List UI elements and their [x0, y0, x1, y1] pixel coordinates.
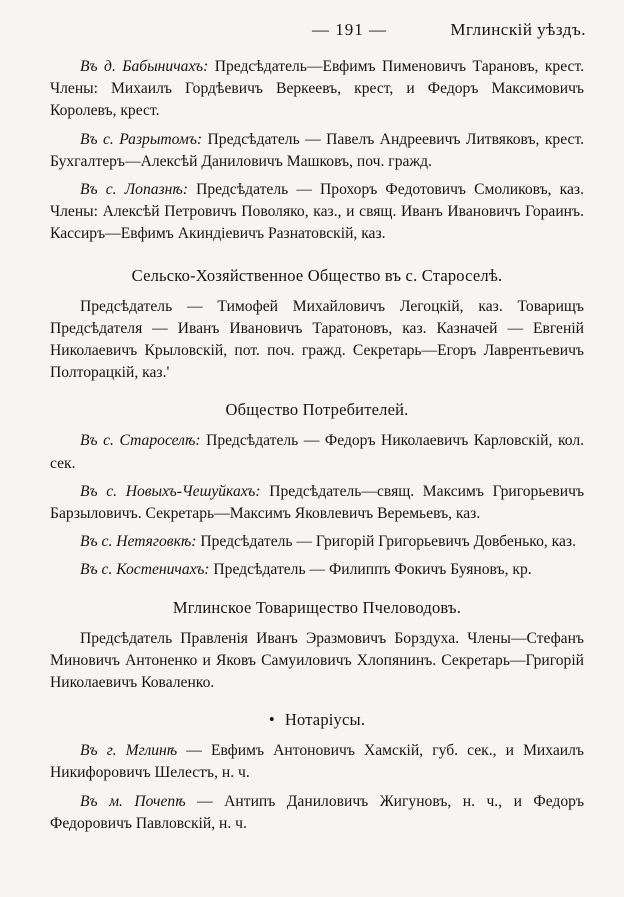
entry-text: Предсѣдатель — Павелъ Андреевичъ Литвяковъ, крест. Бухгалтеръ—Алексѣй Даниловичъ Машковъ, поч. гражд. — [50, 130, 584, 170]
entry-text: Предсѣдатель—Евфимъ Пименовичъ Тарановъ, крест. Члены: Михаилъ Гордѣевичъ Веркеевъ, крест, и Федоръ Максимовичъ Королевъ, крест. — [50, 58, 584, 120]
entry-kostenichi — [50, 559, 584, 581]
entry-place: Въ г. Мглинѣ — [80, 742, 178, 760]
section-title-agricultural-society: Сельско-Хозяйственное Общество въ с. Староселѣ. — [131, 265, 503, 285]
running-head: Мглинскій уѣздъ. — [450, 20, 586, 39]
entry-text: Предсѣдатель — Филиппъ Фокичъ Буяновъ, кр. — [209, 561, 532, 579]
entry-text: Предсѣдатель — Григорій Григорьевичъ Довбенько, каз. — [196, 533, 576, 551]
section-title-consumers-society: Общество Потребителей. — [225, 400, 409, 420]
entry-place: Въ с. Староселѣ: — [80, 432, 201, 450]
section-title-beekeepers: Мглинское Товарищество Пчеловодовъ. — [172, 597, 462, 617]
agricultural-society-text: Предсѣдатель — Тимофей Михайловичъ Легоцкій, каз. Товарищъ Предсѣдателя — Иванъ Ивановичъ Таратоновъ, каз. Казначей — Евгеній Николаевичъ Крыловскій, пот. поч. гражд. Секретарь—Егоръ Лаврентьевичъ Полторацкій, каз.' — [50, 297, 584, 382]
entry-mglin — [50, 740, 584, 784]
entry-place: Въ с. Разрытомъ: — [80, 130, 203, 148]
notaries-title-text: Нотаріусы. — [284, 710, 366, 730]
entry-place: Въ с. Нетяговкѣ: — [80, 533, 197, 551]
entry-text: Предсѣдатель — Федоръ Николаевичъ Карловскій, кол. сек. — [50, 432, 585, 472]
entry-pochep — [50, 791, 584, 835]
entry-text: — Антипъ Даниловичъ Жигуновъ, н. ч., и Федоръ Федоровичъ Павловскій, н. ч. — [50, 792, 585, 832]
entry-text: Предсѣдатель—свящ. Максимъ Григорьевичъ Барзыловичъ. Секретарь—Максимъ Яковлевичъ Веремьевъ, каз. — [50, 482, 585, 523]
page-body — [50, 56, 584, 835]
entry-place: Въ с. Лопазнѣ: — [80, 181, 188, 199]
entry-place: Въ с. Костеничахъ: — [80, 561, 210, 579]
beekeepers-text: Предсѣдатель Правленія Иванъ Эразмовичъ Борздуха. Члены—Стефанъ Миновичъ Антоненко и Яковъ Самуиловичъ Хлопянинъ. Секретарь—Григорій Николаевичъ Коваленко. — [50, 629, 584, 692]
page-number: — 191 — — [312, 20, 387, 39]
entry-place: Въ с. Новыхъ-Чешуйкахъ: — [80, 482, 261, 500]
entry-text: Предсѣдатель — Прохоръ Федотовичъ Смоликовъ, каз. Члены: Алексѣй Петровичъ Поволяко, каз., и свящ. Иванъ Ивановичъ Гораинъ. Кассиръ—Евфимъ Акиндіевичъ Разнатовскій, каз. — [50, 181, 584, 243]
section-title-notaries — [50, 710, 584, 730]
page-header — [50, 14, 584, 42]
entry-text: — Евфимъ Антоновичъ Хамскій, губ. сек., и Михаилъ Никифоровичъ Шелестъ, н. ч. — [50, 742, 584, 782]
entry-novye-cheshuiki — [50, 481, 584, 525]
stray-mark: • — [268, 710, 275, 730]
entry-netyagovka — [50, 531, 584, 553]
entry-razrytoe — [50, 129, 584, 173]
entry-babynichi — [50, 56, 584, 123]
entry-place: Въ м. Почепѣ — [80, 792, 186, 810]
entry-lopazna — [50, 179, 584, 246]
entry-place: Въ д. Бабыничахъ: — [80, 58, 209, 75]
entry-staroselie — [50, 430, 584, 474]
